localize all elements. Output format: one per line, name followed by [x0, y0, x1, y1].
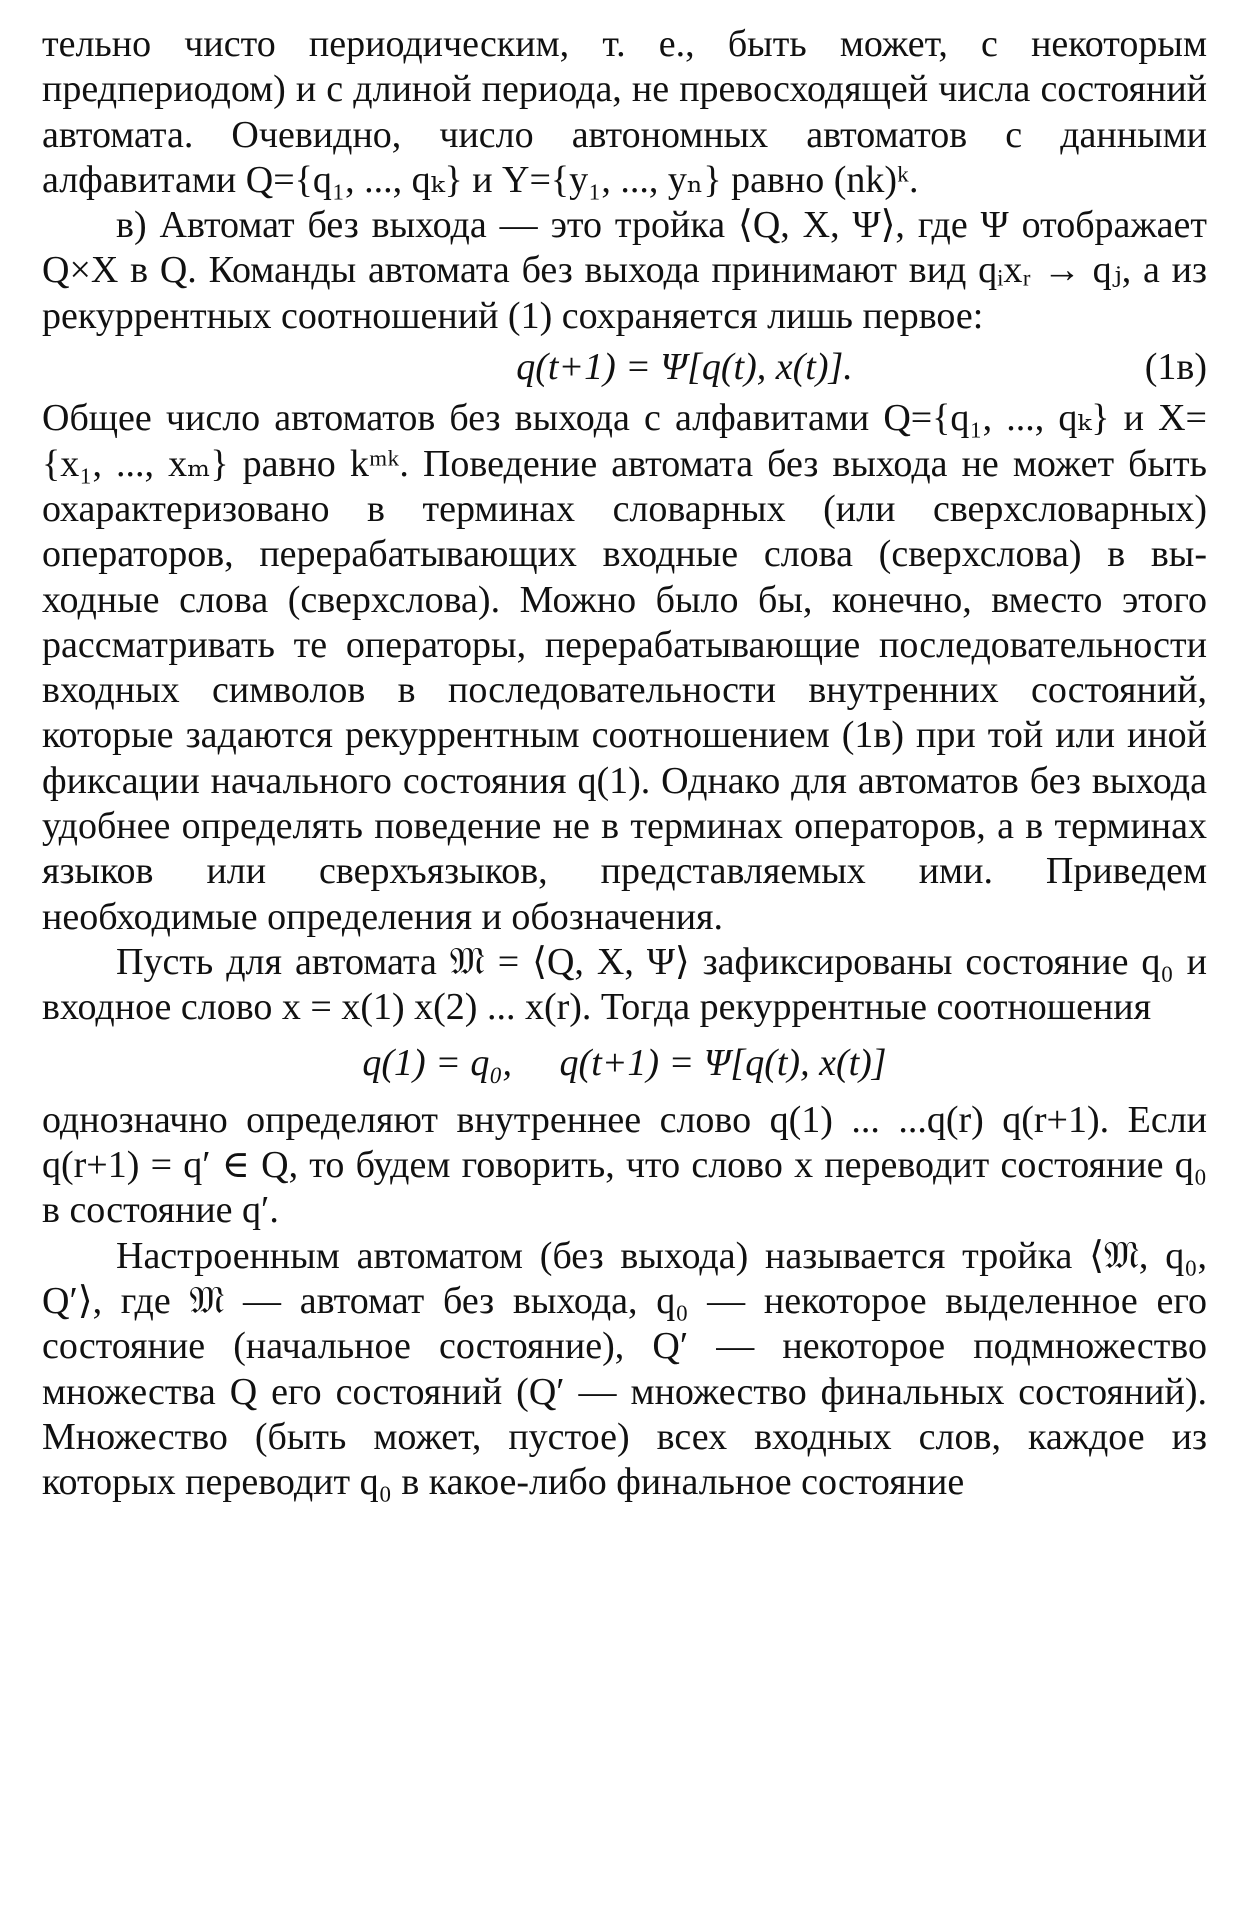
document-page — [42, 22, 1207, 1506]
formula-1v-expression: q(t+1) = Ψ[q(t), x(t)]. — [516, 346, 853, 389]
paragraph-5: однозначно определяют внутреннее слово q(1) ... ...q(r) q(r+1). Если q(r+1) = q′ ∈ Q, то будем говорить, что слово x переводит состояние q₀ в состояние q′. — [42, 1098, 1207, 1232]
paragraph-1: тельно чисто периодическим, т. е., быть может, с некоторым предпериодом) и с длиной периода, не превосходящей числа состояний автомата. Очевидно, число автономных автоматов с данными алфавитами Q={q₁, ..., qₖ} и Y={y₁, ..., yₙ} равно (nk)ᵏ. — [42, 23, 1207, 201]
paragraph-6: Настроенным автоматом (без выхода) называется тройка ⟨𝔐, q₀, Q′⟩, где 𝔐 — автомат без выхода, q₀ — некоторое выделенное его состояние (начальное состояние), Q′ — некоторое подмножество множества Q его состояний (Q′ — множество финальных состояний). Множество (быть может, пустое) всех входных слов, каждое из которых переводит q₀ в какое-либо финальное состояние — [42, 1234, 1207, 1504]
paragraph-4: Пусть для автомата 𝔐 = ⟨Q, X, Ψ⟩ зафиксированы состояние q₀ и входное слово x = x(1) x(2) ... x(r). Тогда рекуррентные соотношения — [42, 940, 1207, 1029]
formula-2 — [42, 1041, 1207, 1086]
paragraph-2: в) Автомат без выхода — это тройка ⟨Q, X, Ψ⟩, где Ψ отображает Q×X в Q. Команды автомата без выхода принимают вид qᵢxᵣ → qⱼ, а из рекуррентных соотношений (1) сохраняется лишь первое: — [42, 204, 1207, 337]
formula-1v-number: (1в) — [1144, 346, 1207, 389]
formula-1v — [42, 345, 1207, 390]
formula-2-expression: q(1) = q₀, q(t+1) = Ψ[q(t), x(t)] — [362, 1041, 887, 1084]
paragraph-3: Общее число автоматов без выхода с алфавитами Q={q₁, ..., qₖ} и X={x₁, ..., xₘ} равно kᵐᵏ. Поведение автомата без выхода не может быть охарактеризовано в терминах словарных (или сверхсловарных) операторов, перерабатывающих входные слова (сверхслова) в выходные слова (сверхслова). Можно было бы, конечно, вместо этого рассматривать те операторы, перерабатывающие последовательности входных символов в последовательности внутренних состояний, которые задаются рекуррентным соотношением (1в) при той или иной фиксации начального состояния q(1). Однако для автоматов без выхода удобнее определять поведение не в терминах операторов, а в терминах языков или сверхъязыков, представляемых ими. Приведем необходимые определения и обозначения. — [42, 397, 1207, 938]
